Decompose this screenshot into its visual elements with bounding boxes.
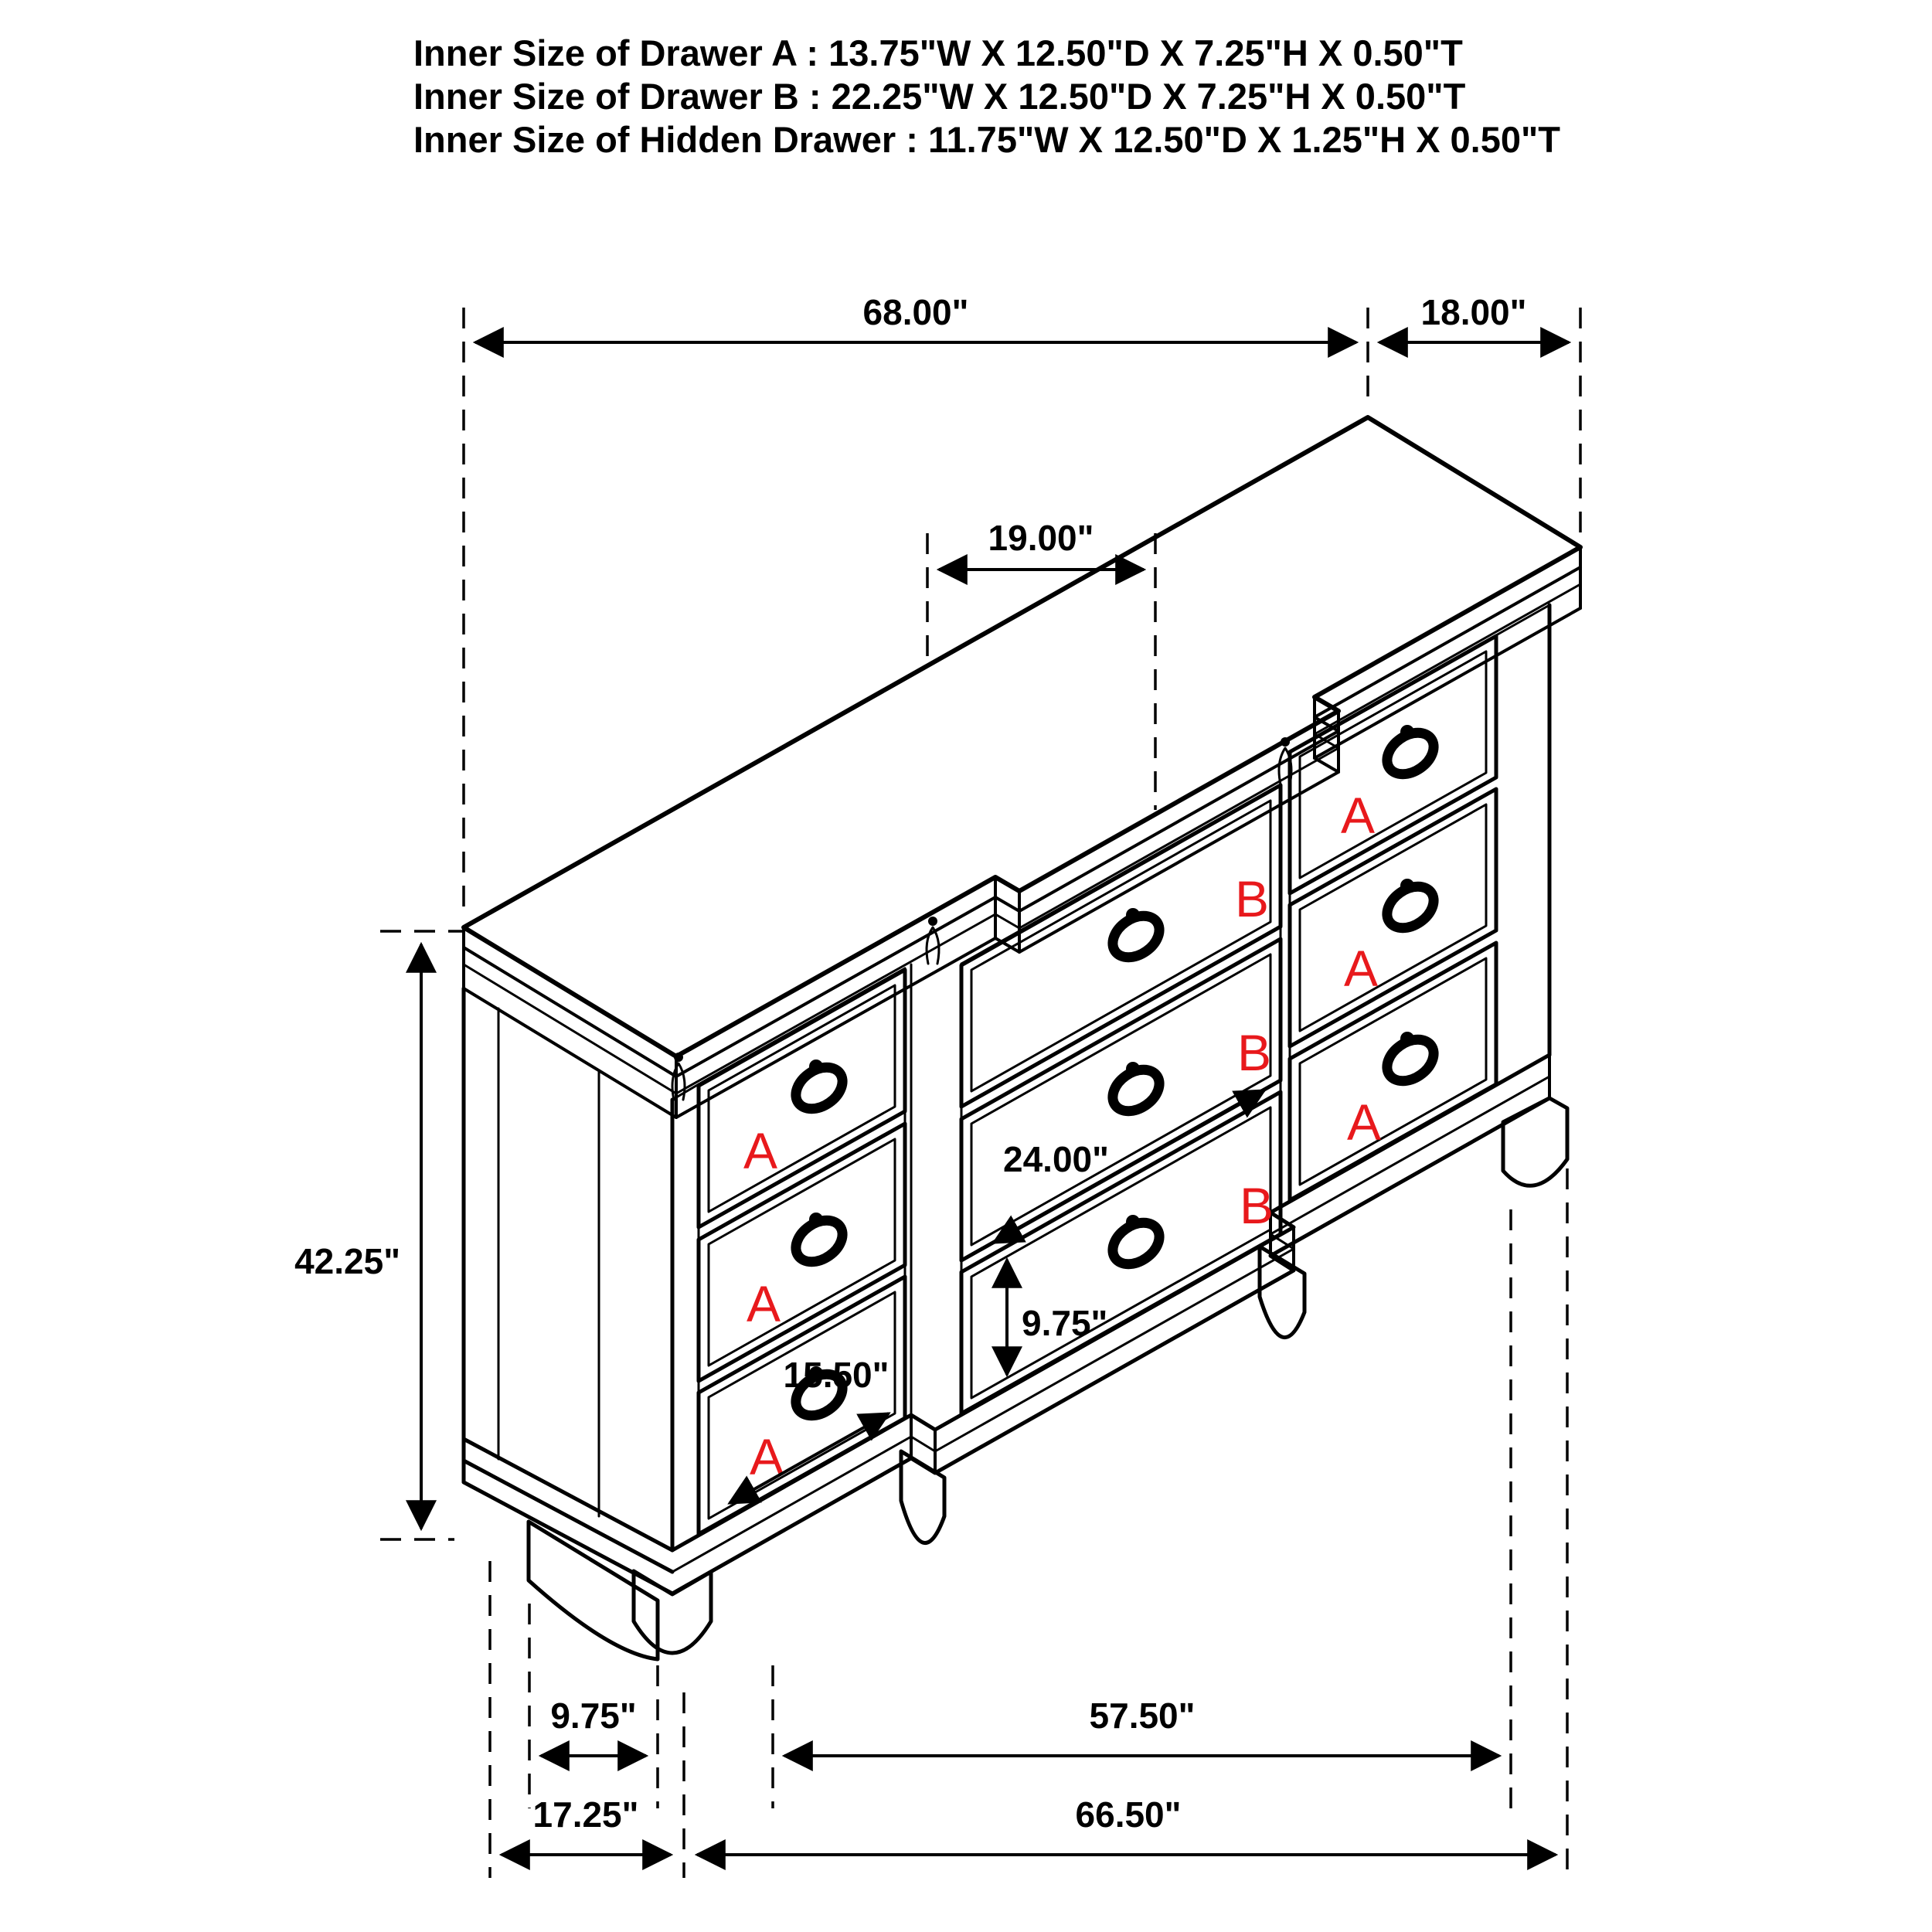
finial-icon <box>928 917 937 926</box>
drawer-a-left-3 <box>699 1277 905 1534</box>
dimension-overall-height <box>294 944 421 1529</box>
finial-icon <box>1281 737 1290 747</box>
ring-pull-icon <box>1379 1031 1441 1090</box>
left-side-panel <box>464 988 599 1516</box>
drawer-column-middle <box>961 785 1281 1413</box>
label-drawer-a-right-1: A <box>1341 787 1376 844</box>
finial-icon <box>674 1053 683 1062</box>
dimension-label: 17.25" <box>532 1794 639 1835</box>
dimension-foot-width <box>541 1696 646 1756</box>
label-drawer-a-right-3: A <box>1347 1094 1382 1151</box>
ring-pull-icon <box>788 1059 850 1117</box>
title-line-drawer-b: Inner Size of Drawer B : 22.25"W X 12.50"D X 7.25"H X 0.50"T <box>413 76 1466 117</box>
label-drawer-b-2: B <box>1237 1024 1272 1081</box>
dimension-label: 9.75" <box>1022 1303 1108 1343</box>
dimension-top-width <box>475 292 1356 342</box>
dimension-label: 68.00" <box>862 292 969 332</box>
drawer-a-right-2 <box>1290 789 1496 1046</box>
ring-pull-icon <box>1379 724 1441 783</box>
ring-pull-icon <box>1105 1214 1167 1273</box>
drawer-b-2 <box>961 939 1281 1260</box>
extension-lines <box>380 308 1580 1878</box>
dimension-label: 18.00" <box>1420 292 1527 332</box>
dimension-label: 66.50" <box>1075 1794 1182 1835</box>
dimension-label: 57.50" <box>1089 1696 1196 1736</box>
title-line-hidden-drawer: Inner Size of Hidden Drawer : 11.75"W X 12.50"D X 1.25"H X 0.50"T <box>413 119 1561 160</box>
ring-pull-icon <box>1105 1061 1167 1120</box>
dimension-label: 24.00" <box>1003 1139 1109 1179</box>
dimension-annotations <box>294 292 1580 1878</box>
dimension-floor-span-outer <box>697 1794 1556 1855</box>
dimension-side-depth-bottom <box>502 1794 671 1855</box>
dimension-label: 42.25" <box>294 1241 400 1281</box>
side-foot <box>529 1522 658 1659</box>
bracket-feet <box>529 1098 1567 1659</box>
corner-foot <box>634 1571 711 1653</box>
dimension-label: 9.75" <box>550 1696 637 1736</box>
label-drawer-a-left-2: A <box>747 1275 781 1332</box>
dimension-top-side-depth <box>1379 292 1569 342</box>
divider-foot <box>1260 1247 1304 1338</box>
label-drawer-a-right-2: A <box>1344 940 1379 997</box>
title-line-drawer-a: Inner Size of Drawer A : 13.75"W X 12.50"D X 7.25"H X 0.50"T <box>413 32 1463 73</box>
ring-pull-icon <box>1105 907 1167 966</box>
label-drawer-a-left-1: A <box>743 1122 778 1179</box>
dimension-floor-span-inner <box>784 1696 1499 1756</box>
label-drawer-b-1: B <box>1235 870 1270 927</box>
divider-foot <box>901 1451 944 1543</box>
drawer-a-left-1 <box>699 970 905 1227</box>
label-drawer-a-left-3: A <box>750 1428 784 1485</box>
label-drawer-b-3: B <box>1240 1177 1274 1234</box>
ring-pull-icon <box>788 1212 850 1270</box>
right-end-foot <box>1503 1098 1567 1185</box>
title-block <box>413 32 1560 160</box>
dimension-label: 15.50" <box>783 1355 889 1395</box>
dimension-label: 19.00" <box>988 518 1094 558</box>
ring-pull-icon <box>1379 878 1441 937</box>
dresser-isometric-drawing <box>464 417 1580 1659</box>
